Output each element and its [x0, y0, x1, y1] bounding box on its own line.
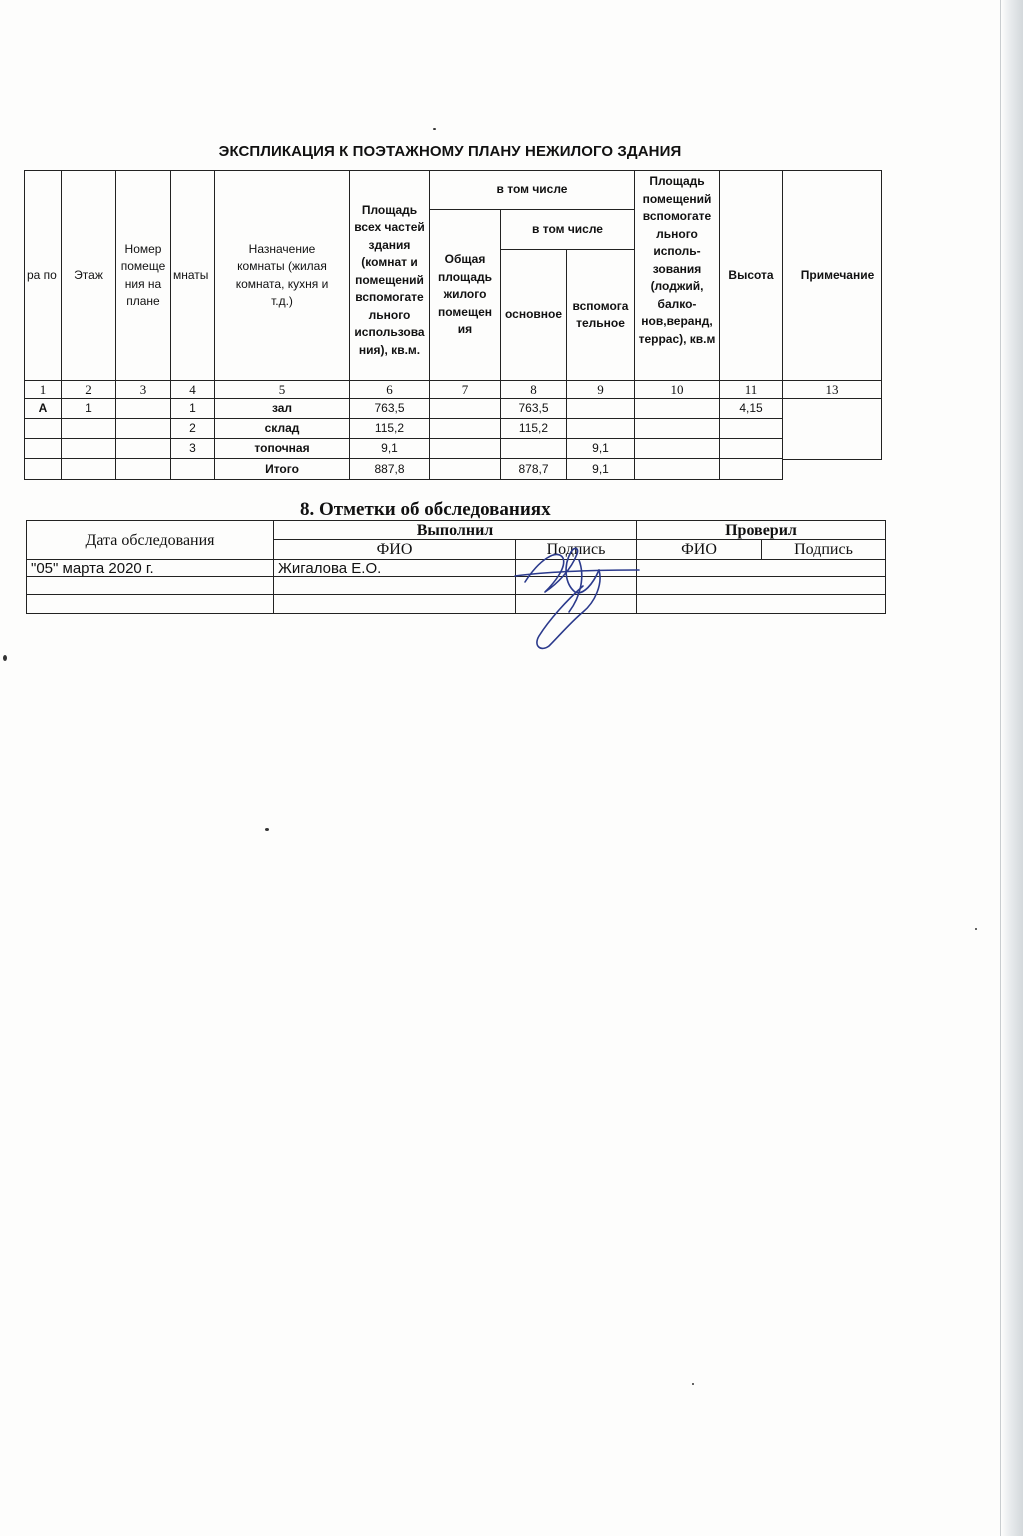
column-number: 3	[115, 380, 171, 399]
page-edge	[1000, 0, 1023, 1536]
column-number: 13	[782, 380, 882, 399]
column-number: 6	[349, 380, 430, 399]
table-cell-total: 9,1	[349, 438, 430, 459]
table-cell-total: 115,2	[349, 418, 430, 439]
column-number: 11	[719, 380, 783, 399]
table-cell-total: 887,8	[349, 458, 430, 480]
table-cell-plan-no	[115, 418, 171, 439]
table-cell-living	[429, 458, 501, 480]
table-cell-living	[429, 418, 501, 439]
column-number: 4	[170, 380, 215, 399]
header-signature-checked: Подпись	[761, 539, 886, 560]
survey-date-cell: "05" марта 2020 г.	[26, 559, 274, 577]
header-aux-use-area: Площадь помещений вспомогате льного исполь- зования (лоджий, балко- нов,веранд, террас), кв.м	[634, 170, 720, 381]
table-cell-aux-area	[634, 398, 720, 419]
table-cell-plan-no	[115, 398, 171, 419]
table-cell-height	[719, 418, 783, 439]
table-cell-note	[782, 398, 882, 460]
table-cell-room-no	[170, 458, 215, 480]
table-cell-aux: 9,1	[566, 458, 635, 480]
header-survey-date: Дата обследования	[26, 520, 274, 560]
table-cell-aux-area	[634, 438, 720, 459]
column-number: 8	[500, 380, 567, 399]
table-cell-aux: 9,1	[566, 438, 635, 459]
table-cell-height	[719, 458, 783, 480]
header-fio-performed: ФИО	[273, 539, 516, 560]
column-number: 5	[214, 380, 350, 399]
table-cell-litera: А	[24, 398, 62, 419]
table-cell-litera	[24, 418, 62, 439]
table-cell-height	[719, 438, 783, 459]
table-cell-aux-area	[634, 458, 720, 480]
table-cell-main: 115,2	[500, 418, 567, 439]
header-checked: Проверил	[636, 520, 886, 540]
header-main: основное	[500, 249, 567, 381]
survey-empty-cell	[26, 576, 274, 595]
header-total-area: Площадь всех частей здания (комнат и помещений вспомогате льного использова ния), кв.м.	[349, 170, 430, 381]
survey-table	[26, 520, 886, 615]
table-cell-main: 878,7	[500, 458, 567, 480]
table-cell-floor	[61, 438, 116, 459]
table-cell-purpose: топочная	[214, 438, 350, 459]
table-cell-height: 4,15	[719, 398, 783, 419]
header-living-area: Общая площадь жилого помещен ия	[429, 209, 501, 381]
document-title: ЭКСПЛИКАЦИЯ К ПОЭТАЖНОМУ ПЛАНУ НЕЖИЛОГО ЗДАНИЯ	[218, 143, 682, 160]
table-cell-purpose: зал	[214, 398, 350, 419]
header-signature-performed: Подпись	[515, 539, 637, 560]
header-floor: Этаж	[61, 170, 116, 381]
table-cell-plan-no	[115, 438, 171, 459]
column-number: 9	[566, 380, 635, 399]
survey-empty-cell	[636, 594, 886, 614]
column-number: 7	[429, 380, 501, 399]
table-cell-plan-no	[115, 458, 171, 480]
table-cell-room-no: 1	[170, 398, 215, 419]
survey-fio-cell: Жигалова Е.О.	[273, 559, 516, 577]
section-title: 8. Отметки об обследованиях	[300, 499, 551, 520]
table-cell-aux-area	[634, 418, 720, 439]
table-cell-litera	[24, 438, 62, 459]
header-group-in-total-inner: в том числе	[500, 209, 635, 250]
column-number: 2	[61, 380, 116, 399]
column-number: 1	[24, 380, 62, 399]
handwritten-signature	[505, 540, 645, 652]
table-cell-living	[429, 398, 501, 419]
table-cell-litera	[24, 458, 62, 480]
header-fio-checked: ФИО	[636, 539, 762, 560]
survey-empty-cell	[26, 594, 274, 614]
header-group-in-total: в том числе	[429, 170, 635, 210]
header-height: Высота	[719, 170, 783, 381]
table-cell-total: 763,5	[349, 398, 430, 419]
survey-empty-cell	[636, 576, 886, 595]
table-cell-purpose: склад	[214, 418, 350, 439]
survey-empty-cell	[273, 594, 516, 614]
table-cell-floor: 1	[61, 398, 116, 419]
table-cell-room-no: 3	[170, 438, 215, 459]
column-number: 10	[634, 380, 720, 399]
table-cell-main	[500, 438, 567, 459]
header-litera: ра по	[24, 170, 62, 381]
table-cell-main: 763,5	[500, 398, 567, 419]
table-cell-room-no: 2	[170, 418, 215, 439]
header-room-purpose: Назначение комнаты (жилая комната, кухня и т.д.)	[214, 170, 350, 381]
table-cell-purpose: Итого	[214, 458, 350, 480]
header-plan-number: Номер помеще ния на плане	[115, 170, 171, 381]
header-room-number: мнаты	[170, 170, 215, 381]
table-cell-floor	[61, 458, 116, 480]
header-auxiliary: вспомога тельное	[566, 249, 635, 381]
table-cell-living	[429, 438, 501, 459]
explication-table	[24, 170, 882, 480]
header-performed: Выполнил	[273, 520, 637, 540]
table-cell-aux	[566, 418, 635, 439]
survey-empty-cell	[273, 576, 516, 595]
survey-checked-cell	[636, 559, 886, 577]
table-cell-aux	[566, 398, 635, 419]
table-cell-floor	[61, 418, 116, 439]
header-note: Примечание	[782, 170, 882, 381]
